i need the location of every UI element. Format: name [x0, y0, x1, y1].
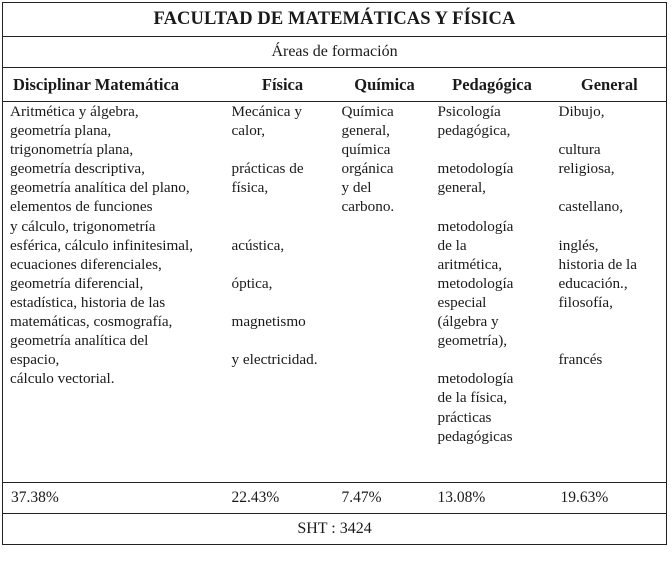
cell-line: carbono. — [341, 198, 395, 216]
cell-line: y electricidad. — [231, 351, 318, 369]
line-gap — [438, 350, 551, 369]
line-gap — [232, 293, 336, 312]
document-page — [2, 2, 670, 545]
cell-line: aritmética, — [437, 255, 503, 273]
sht-total: SHT : 3424 — [3, 514, 667, 545]
cell-line: general, — [341, 122, 390, 140]
cell-line: espacio, — [10, 351, 60, 369]
cell-line: especial — [437, 293, 487, 311]
line-gap — [232, 217, 336, 236]
table-title: FACULTAD DE MATEMÁTICAS Y FÍSICA — [3, 3, 667, 37]
cell-line: orgánica — [341, 160, 394, 178]
cell-line: prácticas — [437, 408, 492, 426]
cell-line: filosofía, — [558, 293, 613, 311]
cell-line: física, — [231, 179, 269, 197]
cell-line: química — [341, 141, 391, 159]
cell-line: cálculo vectorial. — [10, 370, 115, 388]
line-gap — [559, 331, 665, 350]
cell-line: Aritmética y álgebra, — [10, 103, 139, 120]
cell-fisica — [228, 102, 338, 483]
cell-line: general, — [437, 179, 486, 197]
cell-line: francés — [558, 351, 603, 369]
cell-pedagogica — [432, 102, 553, 483]
cell-line: geometría diferencial, — [10, 274, 144, 292]
cell-line: inglés, — [558, 236, 599, 254]
line-gap — [232, 331, 336, 350]
header-row — [3, 68, 667, 102]
cell-line: de la — [437, 236, 467, 254]
cell-line: Química — [341, 103, 394, 120]
pct-disciplinar-matematica: 37.38% — [3, 483, 228, 514]
cell-line: castellano, — [558, 198, 624, 216]
header-quimica: Química — [338, 68, 432, 102]
table-subtitle: Áreas de formación — [3, 37, 667, 68]
cell-general — [553, 102, 667, 483]
pct-pedagogica: 13.08% — [432, 483, 553, 514]
cell-line: cultura — [558, 141, 601, 159]
cell-line: magnetismo — [231, 313, 306, 331]
line-gap — [559, 217, 665, 236]
cell-line: metodología — [437, 370, 514, 388]
cell-line: geometría analítica del plano, — [10, 179, 190, 197]
cell-line: óptica, — [231, 274, 273, 292]
areas-table — [2, 2, 667, 545]
content-row — [3, 102, 667, 483]
cell-line: calor, — [231, 122, 266, 140]
cell-line: pedagógica, — [437, 122, 511, 140]
cell-line: trigonometría plana, — [10, 141, 134, 159]
cell-line: prácticas de — [231, 160, 304, 178]
cell-line: Dibujo, — [558, 103, 605, 120]
cell-line: geometría analítica del — [10, 332, 149, 350]
cell-line: (álgebra y — [437, 313, 499, 331]
header-disciplinar-matematica: Disciplinar Matemática — [3, 68, 228, 102]
cell-line: religiosa, — [558, 160, 615, 178]
cell-line: Mecánica y — [231, 103, 302, 120]
cell-line: y del — [341, 179, 372, 197]
percentage-row — [3, 483, 667, 514]
line-gap — [559, 178, 665, 197]
cell-line: geometría), — [437, 332, 508, 350]
line-gap — [559, 312, 665, 331]
pct-fisica: 22.43% — [228, 483, 338, 514]
cell-line: elementos de funciones — [10, 198, 153, 216]
cell-line: matemáticas, cosmografía, — [10, 313, 173, 331]
cell-line: historia de la — [558, 255, 637, 273]
cell-disciplinar-matematica — [3, 102, 228, 483]
header-general: General — [553, 68, 667, 102]
line-gap — [438, 197, 551, 216]
cell-line: pedagógicas — [437, 427, 513, 445]
line-gap — [232, 197, 336, 216]
cell-line: educación., — [558, 274, 628, 292]
cell-line: y cálculo, trigonometría — [10, 217, 156, 235]
cell-line: geometría descriptiva, — [10, 160, 145, 178]
cell-quimica — [338, 102, 432, 483]
cell-line: acústica, — [231, 236, 285, 254]
cell-line: metodología — [437, 160, 514, 178]
line-gap — [438, 140, 551, 159]
cell-line: metodología — [437, 274, 514, 292]
line-gap — [232, 140, 336, 159]
header-fisica: Física — [228, 68, 338, 102]
line-gap — [559, 121, 665, 140]
pct-quimica: 7.47% — [338, 483, 432, 514]
cell-line: de la física, — [437, 389, 508, 407]
header-pedagogica: Pedagógica — [432, 68, 553, 102]
line-gap — [232, 255, 336, 274]
cell-line: esférica, cálculo infinitesimal, — [10, 236, 194, 254]
cell-line: ecuaciones diferenciales, — [10, 255, 162, 273]
cell-line: estadística, historia de las — [10, 293, 166, 311]
pct-general: 19.63% — [553, 483, 667, 514]
cell-line: geometría plana, — [10, 122, 112, 140]
cell-line: metodología — [437, 217, 514, 235]
cell-line: Psicología — [437, 103, 501, 120]
